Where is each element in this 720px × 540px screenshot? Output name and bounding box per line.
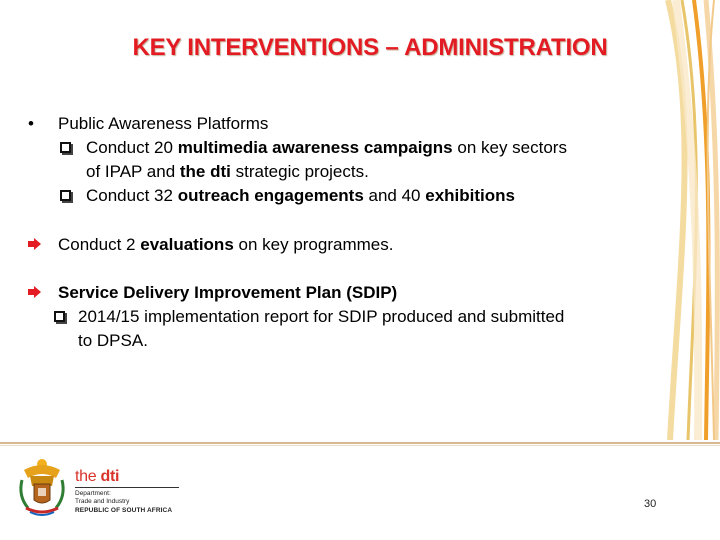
text-post: on key programmes.: [233, 235, 394, 254]
text-pre: Conduct 2: [58, 235, 141, 254]
dti-logo-prefix: the: [75, 468, 101, 485]
footer-divider: [0, 442, 720, 444]
sub-bullet-sdip-report: [28, 305, 668, 353]
text-line2: to DPSA.: [78, 331, 148, 350]
text-line1: 2014/15 implementation report for SDIP produced and submitted: [78, 307, 565, 326]
slide-content: [28, 112, 668, 353]
page-number: 30: [644, 498, 657, 510]
arrow-bullet-icon: [28, 238, 41, 250]
text-post: on key sectors: [452, 138, 567, 157]
text-line2-post: strategic projects.: [230, 162, 369, 181]
checkbox-bullet-icon: [54, 311, 65, 322]
department-line2: Trade and Industry: [75, 498, 130, 505]
checkbox-bullet-icon: [60, 190, 71, 201]
sub-bullet-campaigns: [28, 136, 668, 184]
bullet-sdip: [28, 281, 668, 305]
text-mid: and 40: [363, 186, 426, 205]
text-bold-exhibitions: exhibitions: [425, 186, 515, 205]
text-bold-outreach: outreach engagements: [177, 186, 364, 205]
sub-bullet-outreach: [28, 184, 668, 208]
checkbox-bullet-icon: [60, 142, 71, 153]
coat-of-arms-icon: [12, 456, 72, 520]
bullet-public-awareness: [28, 112, 668, 136]
text-pre: Conduct 32: [86, 186, 178, 205]
bullet-heading: Service Delivery Improvement Plan (SDIP): [58, 283, 398, 302]
text-line2-pre: of IPAP and: [86, 162, 180, 181]
slide-title: KEY INTERVENTIONS – ADMINISTRATION: [132, 34, 608, 61]
bullet-dot-icon: •: [28, 114, 34, 133]
country-text: REPUBLIC OF SOUTH AFRICA: [75, 507, 173, 514]
dti-logo-bold: dti: [100, 468, 120, 485]
dti-logo: [75, 468, 119, 486]
bullet-evaluations: [28, 233, 668, 257]
footer-divider-thin: [0, 445, 720, 446]
text-line2-bold: the dti: [179, 162, 231, 181]
text-bold: evaluations: [140, 235, 234, 254]
logo-rule: [75, 487, 179, 488]
bullet-heading: Public Awareness Platforms: [58, 114, 269, 133]
department-line1: Department:: [75, 490, 111, 497]
arrow-bullet-icon: [28, 286, 41, 298]
text-pre: Conduct 20: [86, 138, 178, 157]
text-bold: multimedia awareness campaigns: [177, 138, 453, 157]
department-text: [75, 490, 129, 506]
